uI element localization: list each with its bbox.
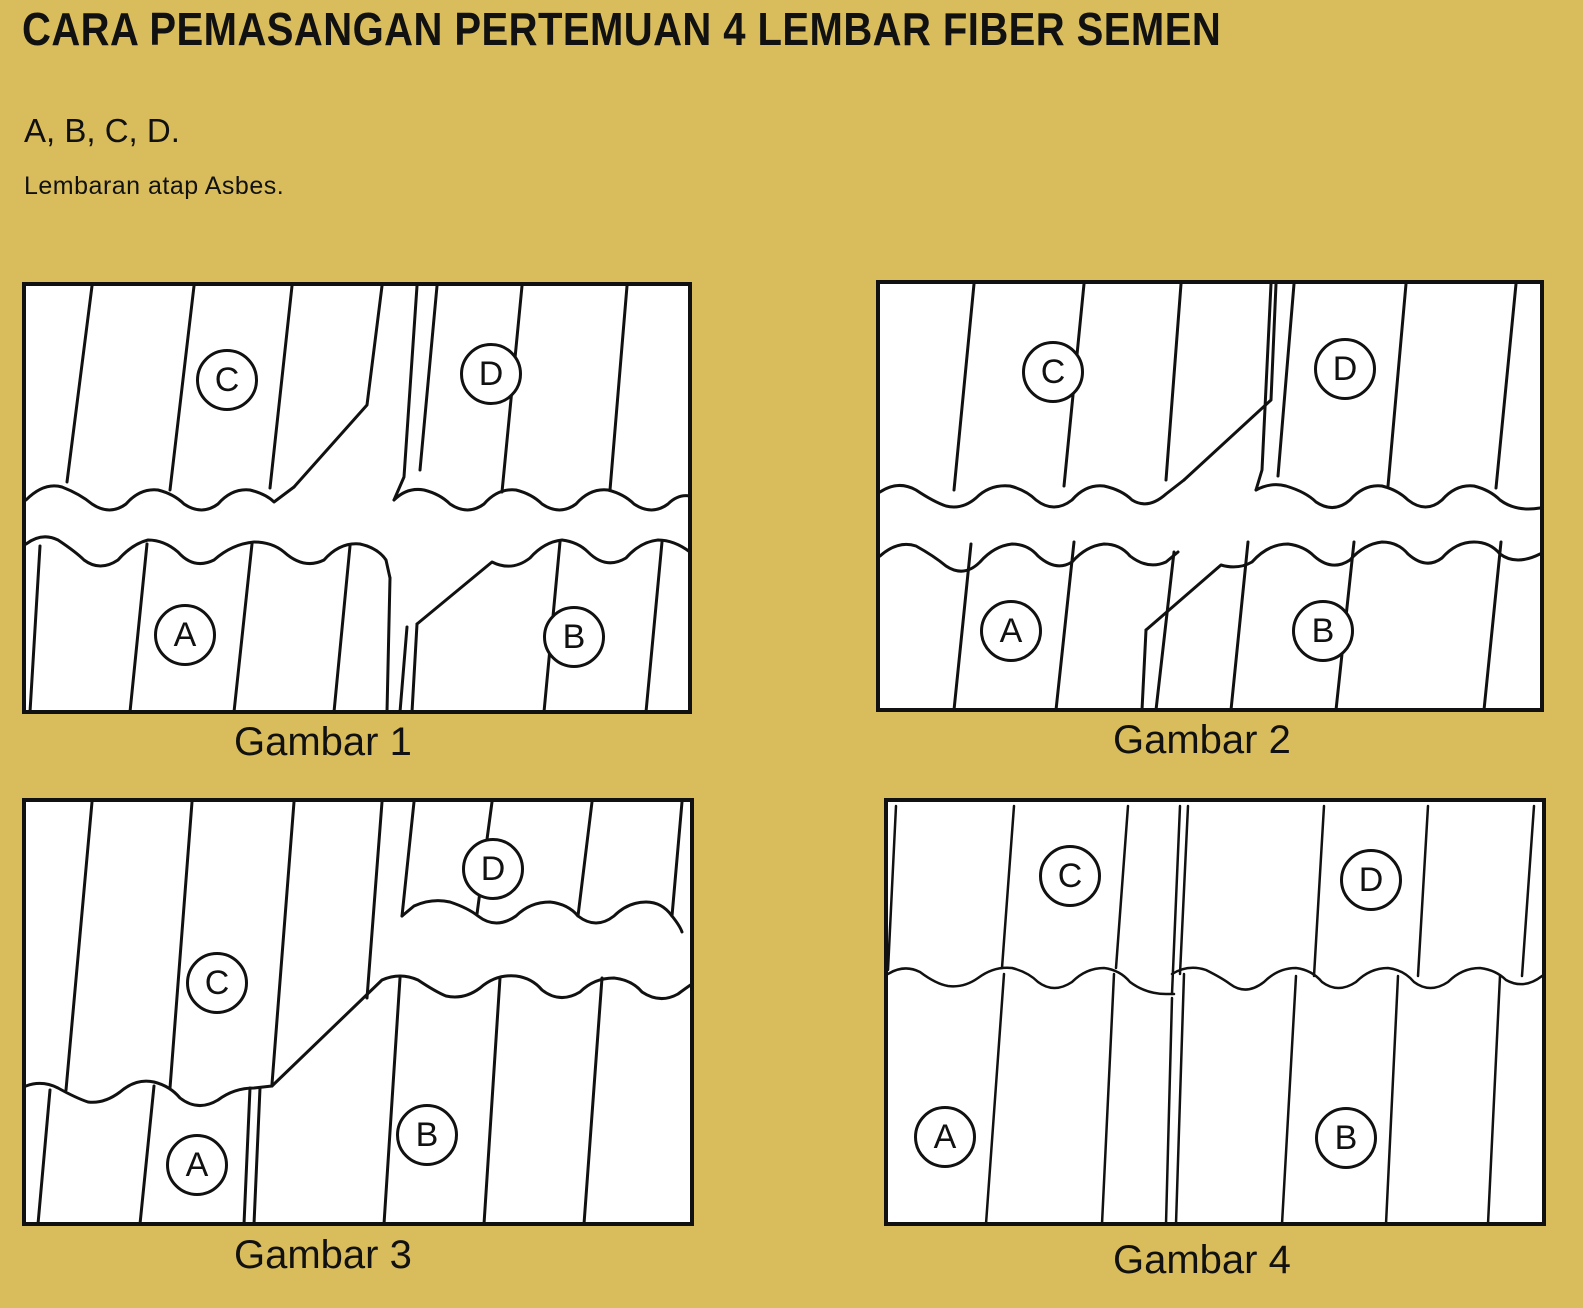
figure-4-panel [884, 798, 1546, 1226]
page-title: CARA PEMASANGAN PERTEMUAN 4 LEMBAR FIBER SEMEN [22, 3, 1222, 55]
figure-2-diagram [876, 280, 1544, 712]
figure-3-sheet-c-label: C [186, 952, 248, 1014]
figure-3-sheet-b-label: B [396, 1104, 458, 1166]
figure-1-sheet-c-label: C [196, 349, 258, 411]
figure-2-panel [876, 280, 1544, 712]
figure-2-sheet-a-label: A [980, 600, 1042, 662]
figure-2-sheet-b-label: B [1292, 600, 1354, 662]
figure-3-sheet-a-label: A [166, 1134, 228, 1196]
figure-4-diagram [884, 798, 1546, 1226]
figure-3-panel [22, 798, 694, 1226]
figure-4-sheet-c-label: C [1039, 845, 1101, 907]
figure-4-caption: Gambar 4 [1113, 1238, 1291, 1282]
figure-3-sheet-d-label: D [462, 838, 524, 900]
figure-2-sheet-c-label: C [1022, 341, 1084, 403]
figure-4-sheet-a-label: A [914, 1106, 976, 1168]
figure-1-sheet-b-label: B [543, 606, 605, 668]
figure-2-sheet-d-label: D [1314, 338, 1376, 400]
figure-4-sheet-d-label: D [1340, 849, 1402, 911]
legend-letters: A, B, C, D. [24, 112, 180, 149]
figure-1-panel [22, 282, 692, 714]
legend-description: Lembaran atap Asbes. [24, 172, 285, 200]
figure-1-sheet-d-label: D [460, 343, 522, 405]
figure-2-caption: Gambar 2 [1113, 718, 1291, 762]
figure-3-diagram [22, 798, 694, 1226]
figure-1-caption: Gambar 1 [234, 720, 412, 764]
figure-1-sheet-a-label: A [154, 604, 216, 666]
figure-4-sheet-b-label: B [1315, 1107, 1377, 1169]
figure-3-caption: Gambar 3 [234, 1233, 412, 1277]
